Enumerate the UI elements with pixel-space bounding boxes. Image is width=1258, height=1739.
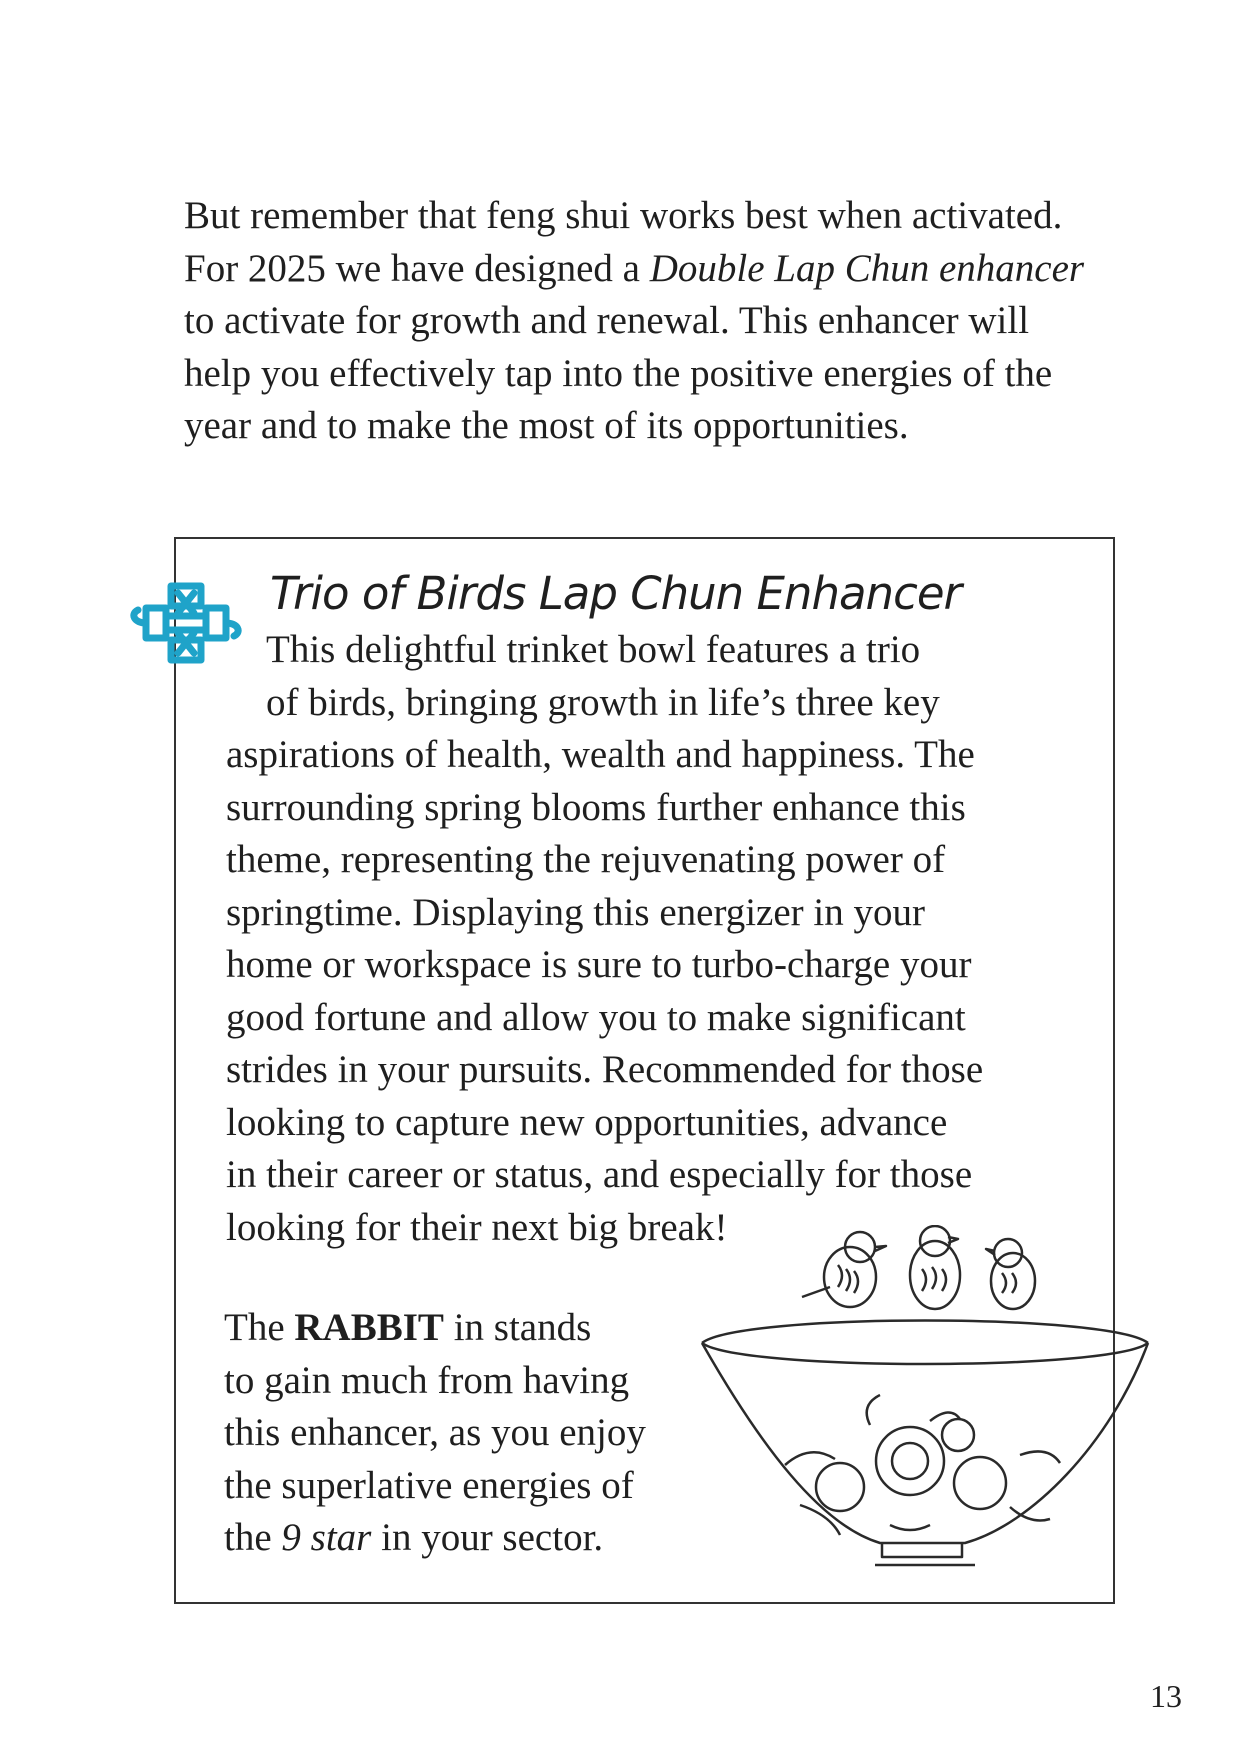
rabbit-text: the <box>224 1516 282 1559</box>
rabbit-sign: RABBIT <box>294 1306 444 1349</box>
page-number: 13 <box>1150 1678 1182 1714</box>
desc-line: theme, representing the rejuvenating power of <box>226 838 946 881</box>
bird-bowl-illustration <box>690 1225 1160 1580</box>
rabbit-paragraph <box>224 1302 704 1565</box>
desc-line: strides in your pursuits. Recommended for those <box>226 1048 984 1091</box>
rabbit-text: The <box>224 1306 295 1349</box>
desc-line: in their career or status, and especially for those <box>226 1153 973 1196</box>
desc-line: of birds, bringing growth in life’s three key <box>266 680 940 724</box>
rabbit-line: to gain much from having <box>224 1358 630 1402</box>
box-title: Trio of Birds Lap Chun Enhancer <box>270 567 961 620</box>
desc-line: looking to capture new opportunities, advance <box>226 1100 948 1144</box>
rabbit-line <box>224 1512 704 1565</box>
desc-line: good fortune and allow you to make significant <box>226 995 966 1039</box>
rabbit-line: this enhancer, as you enjoy <box>224 1411 646 1454</box>
bird-left-icon <box>802 1232 886 1307</box>
bird-middle-icon <box>910 1226 960 1309</box>
rabbit-text: in stands <box>443 1306 592 1349</box>
intro-emphasis: Double Lap Chun enhancer <box>649 246 1085 290</box>
rabbit-line <box>224 1302 704 1355</box>
desc-line: looking for their next big break! <box>226 1205 728 1249</box>
bird-right-icon <box>986 1239 1035 1309</box>
desc-line: home or workspace is sure to turbo-charge your <box>226 943 972 986</box>
intro-text-1: But remember that feng shui works best when activated. For 2025 we have designed a <box>184 194 1063 290</box>
desc-line: aspirations of health, wealth and happiness. The <box>226 733 975 776</box>
desc-line: This delightful trinket bowl features a trio <box>266 628 921 671</box>
box-description <box>226 624 1086 1254</box>
rabbit-text: in your sector. <box>371 1516 604 1559</box>
intro-text-2: to activate for growth and renewal. This enhancer will help you effectively tap into the positive energies of the year and to make the most of its opportunities. <box>184 299 1053 447</box>
flower-decoration-icon <box>785 1395 1060 1535</box>
desc-line: surrounding spring blooms further enhance this <box>226 785 966 829</box>
rabbit-line: the superlative energies of <box>224 1463 634 1507</box>
star-emphasis: 9 star <box>281 1516 372 1559</box>
intro-paragraph <box>184 190 1104 453</box>
desc-line: springtime. Displaying this energizer in your <box>226 890 925 934</box>
